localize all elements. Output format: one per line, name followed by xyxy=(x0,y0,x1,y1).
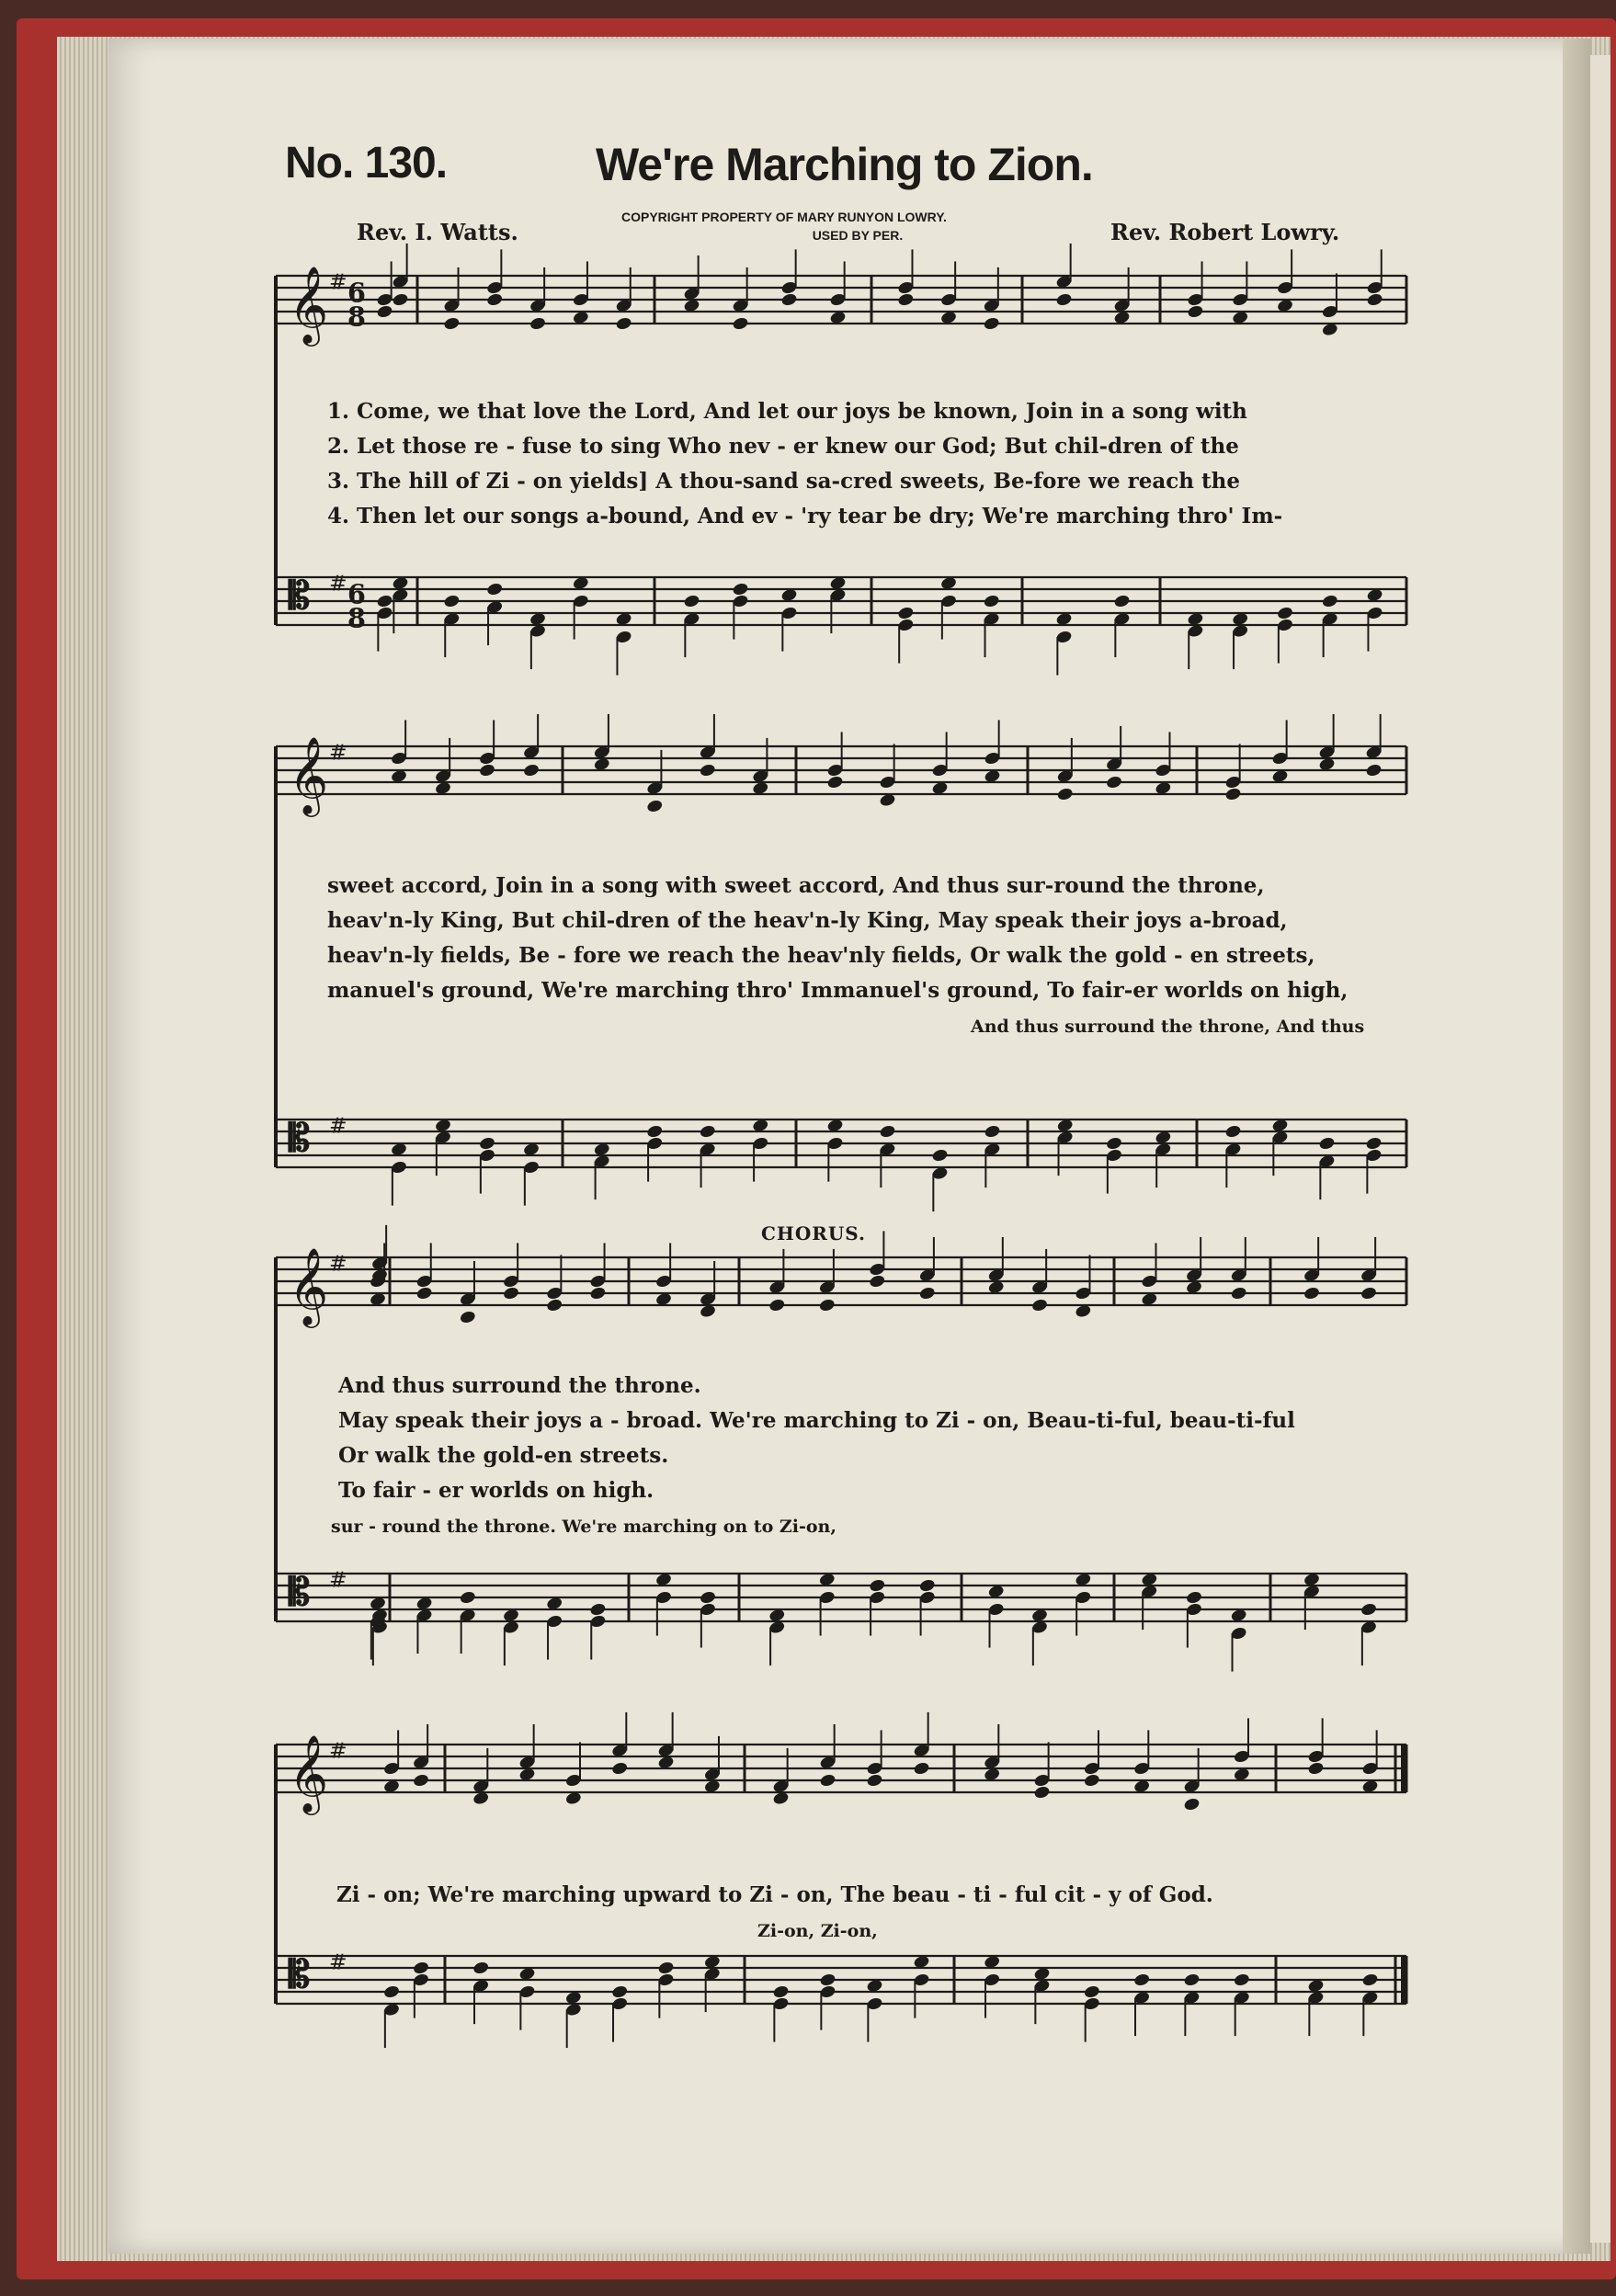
note-head xyxy=(732,316,749,331)
note-head xyxy=(1360,1286,1377,1301)
note-head xyxy=(472,1961,490,1975)
note-head xyxy=(615,316,632,331)
note-head xyxy=(699,763,716,778)
note-head xyxy=(1187,304,1204,319)
time-signature: 6 xyxy=(347,578,366,610)
note-head xyxy=(1183,1797,1201,1812)
note-head xyxy=(1185,1590,1202,1605)
note-head xyxy=(459,1590,476,1605)
note-head xyxy=(546,1298,563,1313)
note-head xyxy=(1055,292,1073,307)
note-head xyxy=(1056,787,1074,801)
sharp-sign: # xyxy=(329,739,347,766)
note-head xyxy=(1307,1761,1325,1776)
time-signature: 8 xyxy=(347,602,366,634)
note-head xyxy=(1083,1984,1100,1999)
verse-line-3: 3. The hill of Zi - on yields] A thou-sand sa-cred sweets, Be-fore we reach the xyxy=(327,469,1240,494)
copyright-line-1: COPYRIGHT PROPERTY OF MARY RUNYON LOWRY. xyxy=(621,210,947,224)
note-head xyxy=(657,1961,675,1975)
note-head xyxy=(382,1984,400,1999)
note-head xyxy=(866,1773,883,1788)
verse-line-3: heav'n-ly fields, Be - fore we reach the heav'nly fields, Or walk the gold - en streets, xyxy=(327,943,1315,968)
note-head xyxy=(1318,1136,1336,1151)
note-head xyxy=(1361,1972,1379,1987)
final-bar xyxy=(1401,1956,1407,2004)
note-head xyxy=(415,1286,433,1301)
note-head xyxy=(1105,775,1122,790)
sharp-sign: # xyxy=(329,268,347,295)
bass-clef: 𝄡 xyxy=(289,1950,311,1996)
verse-line-1: And thus surround the throne. xyxy=(338,1373,701,1398)
hymn-number: No. 130. xyxy=(285,139,448,188)
verse-line-1: 1. Come, we that love the Lord, And let our joys be known, Join in a song with xyxy=(327,399,1247,424)
note-head xyxy=(486,582,504,597)
verse-line-4: 4. Then let our songs a-bound, And ev - 'ry tear be dry; We're marching thro' Im- xyxy=(327,504,1283,529)
note-head xyxy=(412,1773,429,1788)
note-head xyxy=(931,1148,949,1163)
final-bar xyxy=(1401,1745,1407,1792)
verse-line-3: Or walk the gold-en streets. xyxy=(338,1443,669,1468)
note-head xyxy=(818,1298,836,1313)
note-head xyxy=(589,1602,607,1617)
note-head xyxy=(1230,1286,1247,1301)
note-head xyxy=(983,594,1000,608)
note-head xyxy=(1365,763,1383,778)
alto-cue-lyric: sur - round the throne. We're marching on to Zi-on, xyxy=(331,1517,836,1537)
note-head xyxy=(918,1286,936,1301)
note-head xyxy=(1105,1136,1122,1151)
note-head xyxy=(589,1286,607,1301)
note-head xyxy=(376,304,393,319)
verse-line-2: 2. Let those re - fuse to sing Who nev - er knew our God; But chil-dren of the xyxy=(327,434,1239,459)
verse-line-4: manuel's ground, We're marching thro' Immanuel's ground, To fair-er worlds on high, xyxy=(327,978,1349,1003)
copyright-line-2: USED BY PER. xyxy=(812,228,904,243)
note-head xyxy=(392,292,409,307)
note-head xyxy=(683,594,700,608)
sharp-sign: # xyxy=(329,570,347,597)
note-head xyxy=(699,1124,716,1139)
verse-line-2: May speak their joys a - broad. We're marching to Zi - on, Beau-ti-ful, beau-ti-ful xyxy=(338,1408,1295,1433)
note-head xyxy=(1133,1972,1151,1987)
note-head xyxy=(768,1298,786,1313)
verse-line-4: To fair - er worlds on high. xyxy=(338,1478,654,1503)
note-head xyxy=(1033,1785,1051,1800)
note-head xyxy=(1366,292,1383,307)
note-head xyxy=(1360,1602,1377,1617)
note-head xyxy=(897,292,915,307)
sharp-sign: # xyxy=(329,1112,347,1139)
words-author: Rev. I. Watts. xyxy=(357,219,518,245)
time-signature: 8 xyxy=(347,301,366,333)
note-head xyxy=(1303,1286,1320,1301)
sharp-sign: # xyxy=(329,1250,347,1277)
note-head xyxy=(780,292,798,307)
note-head xyxy=(1233,1972,1250,1987)
alto-cue-lyric: And thus surround the throne, And thus xyxy=(971,1017,1365,1037)
note-head xyxy=(646,799,664,813)
note-head xyxy=(819,1773,836,1788)
note-head xyxy=(412,1961,429,1975)
sharp-sign: # xyxy=(329,1737,347,1764)
note-head xyxy=(1183,1972,1201,1987)
note-head xyxy=(1083,1773,1100,1788)
note-head xyxy=(826,775,844,790)
note-head xyxy=(529,316,546,331)
note-head xyxy=(1224,787,1242,801)
note-head xyxy=(1276,606,1293,620)
sharp-sign: # xyxy=(329,1566,347,1593)
note-head xyxy=(1030,1298,1048,1313)
note-head xyxy=(376,594,393,608)
treble-clef: 𝄞 xyxy=(289,1247,329,1325)
note-head xyxy=(918,1578,936,1593)
note-head xyxy=(443,594,461,608)
note-head xyxy=(486,292,504,307)
note-head xyxy=(522,763,540,778)
hymn-title: We're Marching to Zion. xyxy=(596,139,1093,190)
note-head xyxy=(459,1310,476,1324)
note-head xyxy=(819,1972,836,1987)
chorus-label: CHORUS. xyxy=(761,1222,866,1245)
note-head xyxy=(646,1124,664,1139)
note-head xyxy=(1113,594,1131,608)
sharp-sign: # xyxy=(329,1949,347,1975)
note-head xyxy=(1224,1124,1242,1139)
note-head xyxy=(1321,594,1338,608)
music-author: Rev. Robert Lowry. xyxy=(1110,219,1340,245)
note-head xyxy=(478,1136,495,1151)
note-head xyxy=(611,1984,629,1999)
note-head xyxy=(984,1124,1001,1139)
note-head xyxy=(772,1984,790,1999)
treble-clef: 𝄞 xyxy=(289,736,329,814)
alto-cue-lyric: Zi-on, Zi-on, xyxy=(757,1921,878,1941)
note-head xyxy=(502,1286,519,1301)
verse-line-1: sweet accord, Join in a song with sweet accord, And thus sur-round the throne, xyxy=(327,873,1265,898)
verse-line-2: heav'n-ly King, But chil-dren of the heav'n-ly King, May speak their joys a-broad, xyxy=(327,908,1288,933)
treble-clef: 𝄞 xyxy=(289,266,329,344)
note-head xyxy=(1365,1136,1383,1151)
note-head xyxy=(913,1761,930,1776)
note-head xyxy=(443,316,461,331)
note-head xyxy=(897,606,915,620)
note-head xyxy=(732,582,749,597)
bass-clef: 𝄡 xyxy=(289,1568,311,1614)
note-head xyxy=(869,1578,886,1593)
bass-clef: 𝄡 xyxy=(289,572,311,618)
note-head xyxy=(983,316,1000,331)
time-signature: 6 xyxy=(347,277,366,309)
note-head xyxy=(869,1274,886,1289)
bass-clef: 𝄡 xyxy=(289,1114,311,1160)
note-head xyxy=(879,1124,896,1139)
note-head xyxy=(611,1761,629,1776)
verse-line-1: Zi - on; We're marching upward to Zi - on, The beau - ti - ful cit - y of God. xyxy=(336,1882,1213,1907)
note-head xyxy=(699,1590,716,1605)
note-head xyxy=(478,763,495,778)
treble-clef: 𝄞 xyxy=(289,1734,329,1813)
